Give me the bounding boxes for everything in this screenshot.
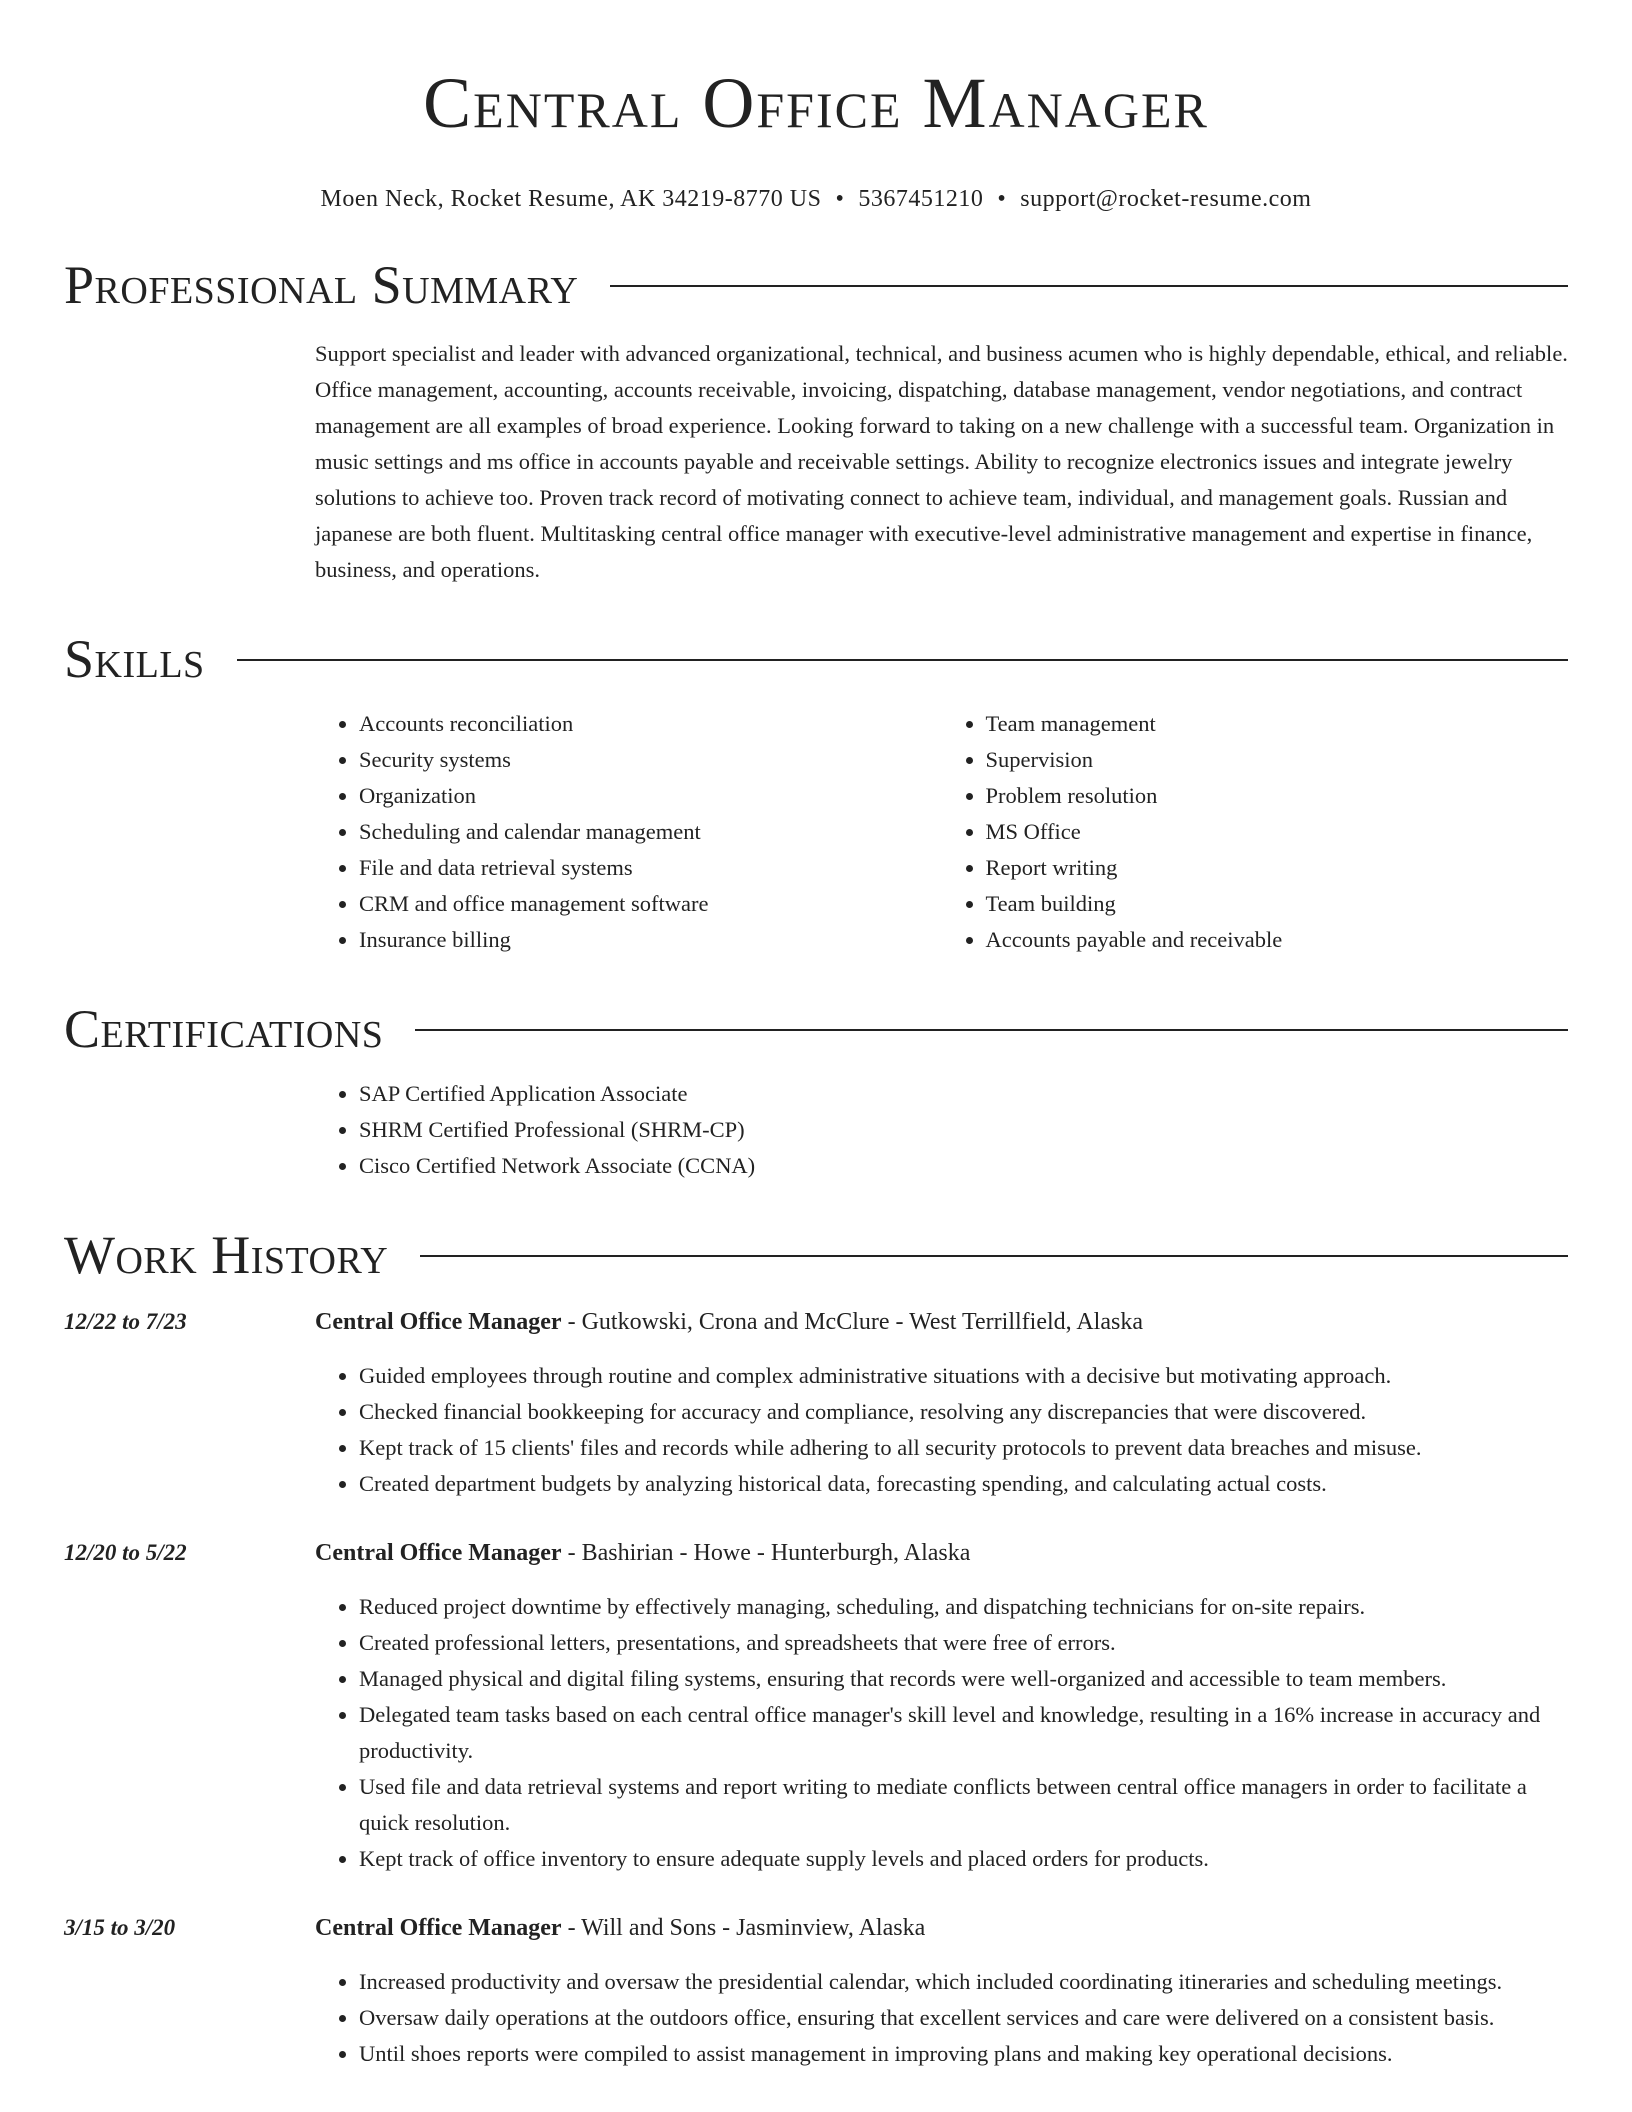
- section-header-skills: [64, 628, 1568, 690]
- skill-item: • Team building: [986, 886, 1569, 922]
- job-title: Central Office Manager: [315, 1309, 562, 1335]
- section-divider: [237, 659, 1568, 661]
- skill-item: • Security systems: [359, 742, 942, 778]
- job-heading: [315, 1910, 1568, 1946]
- job-bullet: • Increased productivity and oversaw the presidential calendar, which included coordinating itineraries and scheduling meetings.: [359, 1964, 1568, 2000]
- job-body: [315, 1910, 1568, 2072]
- skill-item: • CRM and office management software: [359, 886, 942, 922]
- job-bullet: • Created professional letters, presentations, and spreadsheets that were free of errors.: [359, 1625, 1568, 1661]
- job-bullets: [315, 1964, 1568, 2072]
- certifications-block: [315, 1076, 1568, 1184]
- section-header-summary: [64, 254, 1568, 316]
- certifications-list: [315, 1076, 1568, 1184]
- section-title-summary: Professional Summary: [64, 255, 579, 315]
- job-bullet: • Reduced project downtime by effectively managing, scheduling, and dispatching technicians for on-site repairs.: [359, 1589, 1568, 1625]
- job-employer-location: - Bashirian - Howe - Hunterburgh, Alaska: [561, 1540, 971, 1566]
- job-title: Central Office Manager: [315, 1915, 562, 1941]
- job-entry: [64, 1910, 1568, 2072]
- certification-item: • Cisco Certified Network Associate (CCNA): [359, 1148, 1568, 1184]
- job-employer-location: - Will and Sons - Jasminview, Alaska: [561, 1915, 926, 1941]
- job-heading: [315, 1535, 1568, 1571]
- section-divider: [415, 1029, 1568, 1031]
- job-bullet: • Oversaw daily operations at the outdoors office, ensuring that excellent services and care were delivered on a consistent basis.: [359, 2000, 1568, 2036]
- job-body: [315, 1304, 1568, 1502]
- contact-separator: •: [997, 186, 1007, 212]
- job-bullet: • Guided employees through routine and complex administrative situations with a decisive but motivating approach.: [359, 1358, 1568, 1394]
- job-title: Central Office Manager: [315, 1540, 562, 1566]
- job-bullet: • Until shoes reports were compiled to assist management in improving plans and making key operational decisions.: [359, 2036, 1568, 2072]
- skill-item: • Supervision: [986, 742, 1569, 778]
- job-dates: 12/20 to 5/22: [64, 1540, 187, 1565]
- skill-item: • Team management: [986, 706, 1569, 742]
- skill-item: • Accounts reconciliation: [359, 706, 942, 742]
- section-title-skills: Skills: [64, 629, 205, 689]
- job-bullet: • Delegated team tasks based on each central office manager's skill level and knowledge, resulting in a 16% increase in accuracy and productivity.: [359, 1697, 1568, 1769]
- job-bullets: [315, 1358, 1568, 1502]
- job-bullet: • Used file and data retrieval systems and report writing to mediate conflicts between central office managers in order to facilitate a quick resolution.: [359, 1769, 1568, 1841]
- job-bullet: • Managed physical and digital filing systems, ensuring that records were well-organized and accessible to team members.: [359, 1661, 1568, 1697]
- skill-item: • Insurance billing: [359, 922, 942, 958]
- job-bullet: • Kept track of 15 clients' files and records while adhering to all security protocols to prevent data breaches and misuse.: [359, 1430, 1568, 1466]
- job-employer-location: - Gutkowski, Crona and McClure - West Terrillfield, Alaska: [561, 1309, 1143, 1335]
- skills-columns: [315, 706, 1568, 958]
- resume-name: Central Office Manager: [423, 63, 1209, 143]
- summary-text: Support specialist and leader with advanced organizational, technical, and business acumen who is highly dependable, ethical, and reliable. Office management, accounting, accounts receivable, invoicing, dispatching, database management, vendor negotiations, and contract management are all examples of broad experience. Looking forward to taking on a new challenge with a successful team. Organization in music settings and ms office in accounts payable and receivable settings. Ability to recognize electronics issues and integrate jewelry solutions to achieve too. Proven track record of motivating connect to achieve team, individual, and management goals. Russian and japanese are both fluent. Multitasking central office manager with executive-level administrative management and expertise in finance, business, and operations.: [315, 341, 1568, 582]
- contact-email: support@rocket-resume.com: [1020, 186, 1312, 212]
- job-heading: [315, 1304, 1568, 1340]
- skill-item: • Problem resolution: [986, 778, 1569, 814]
- certification-item: • SHRM Certified Professional (SHRM-CP): [359, 1112, 1568, 1148]
- contact-phone: 5367451210: [858, 186, 984, 212]
- skill-item: • MS Office: [986, 814, 1569, 850]
- job-dates: 12/22 to 7/23: [64, 1309, 187, 1334]
- job-entry: [64, 1304, 1568, 1502]
- skill-item: • Organization: [359, 778, 942, 814]
- job-bullet: • Checked financial bookkeeping for accuracy and compliance, resolving any discrepancies that were discovered.: [359, 1394, 1568, 1430]
- section-title-certifications: Certifications: [64, 999, 384, 1059]
- skills-list-left: [315, 706, 942, 958]
- job-bullet: • Created department budgets by analyzing historical data, forecasting spending, and calculating actual costs.: [359, 1466, 1568, 1502]
- skill-item: • Accounts payable and receivable: [986, 922, 1569, 958]
- section-header-certifications: [64, 998, 1568, 1060]
- section-divider: [420, 1255, 1568, 1257]
- job-body: [315, 1535, 1568, 1877]
- job-bullets: [315, 1589, 1568, 1877]
- skill-item: • Report writing: [986, 850, 1569, 886]
- contact-address: Moen Neck, Rocket Resume, AK 34219-8770 US: [320, 186, 822, 212]
- skills-list-right: [942, 706, 1569, 958]
- section-title-work-history: Work History: [64, 1225, 389, 1285]
- section-header-work-history: [64, 1224, 1568, 1286]
- contact-line: [64, 184, 1568, 214]
- skill-item: • File and data retrieval systems: [359, 850, 942, 886]
- section-divider: [610, 285, 1568, 287]
- job-dates: 3/15 to 3/20: [64, 1915, 176, 1940]
- resume-page: [64, 0, 1568, 2072]
- job-entry: [64, 1535, 1568, 1877]
- job-bullet: • Kept track of office inventory to ensure adequate supply levels and placed orders for products.: [359, 1841, 1568, 1877]
- skill-item: • Scheduling and calendar management: [359, 814, 942, 850]
- contact-separator: •: [835, 186, 845, 212]
- certification-item: • SAP Certified Application Associate: [359, 1076, 1568, 1112]
